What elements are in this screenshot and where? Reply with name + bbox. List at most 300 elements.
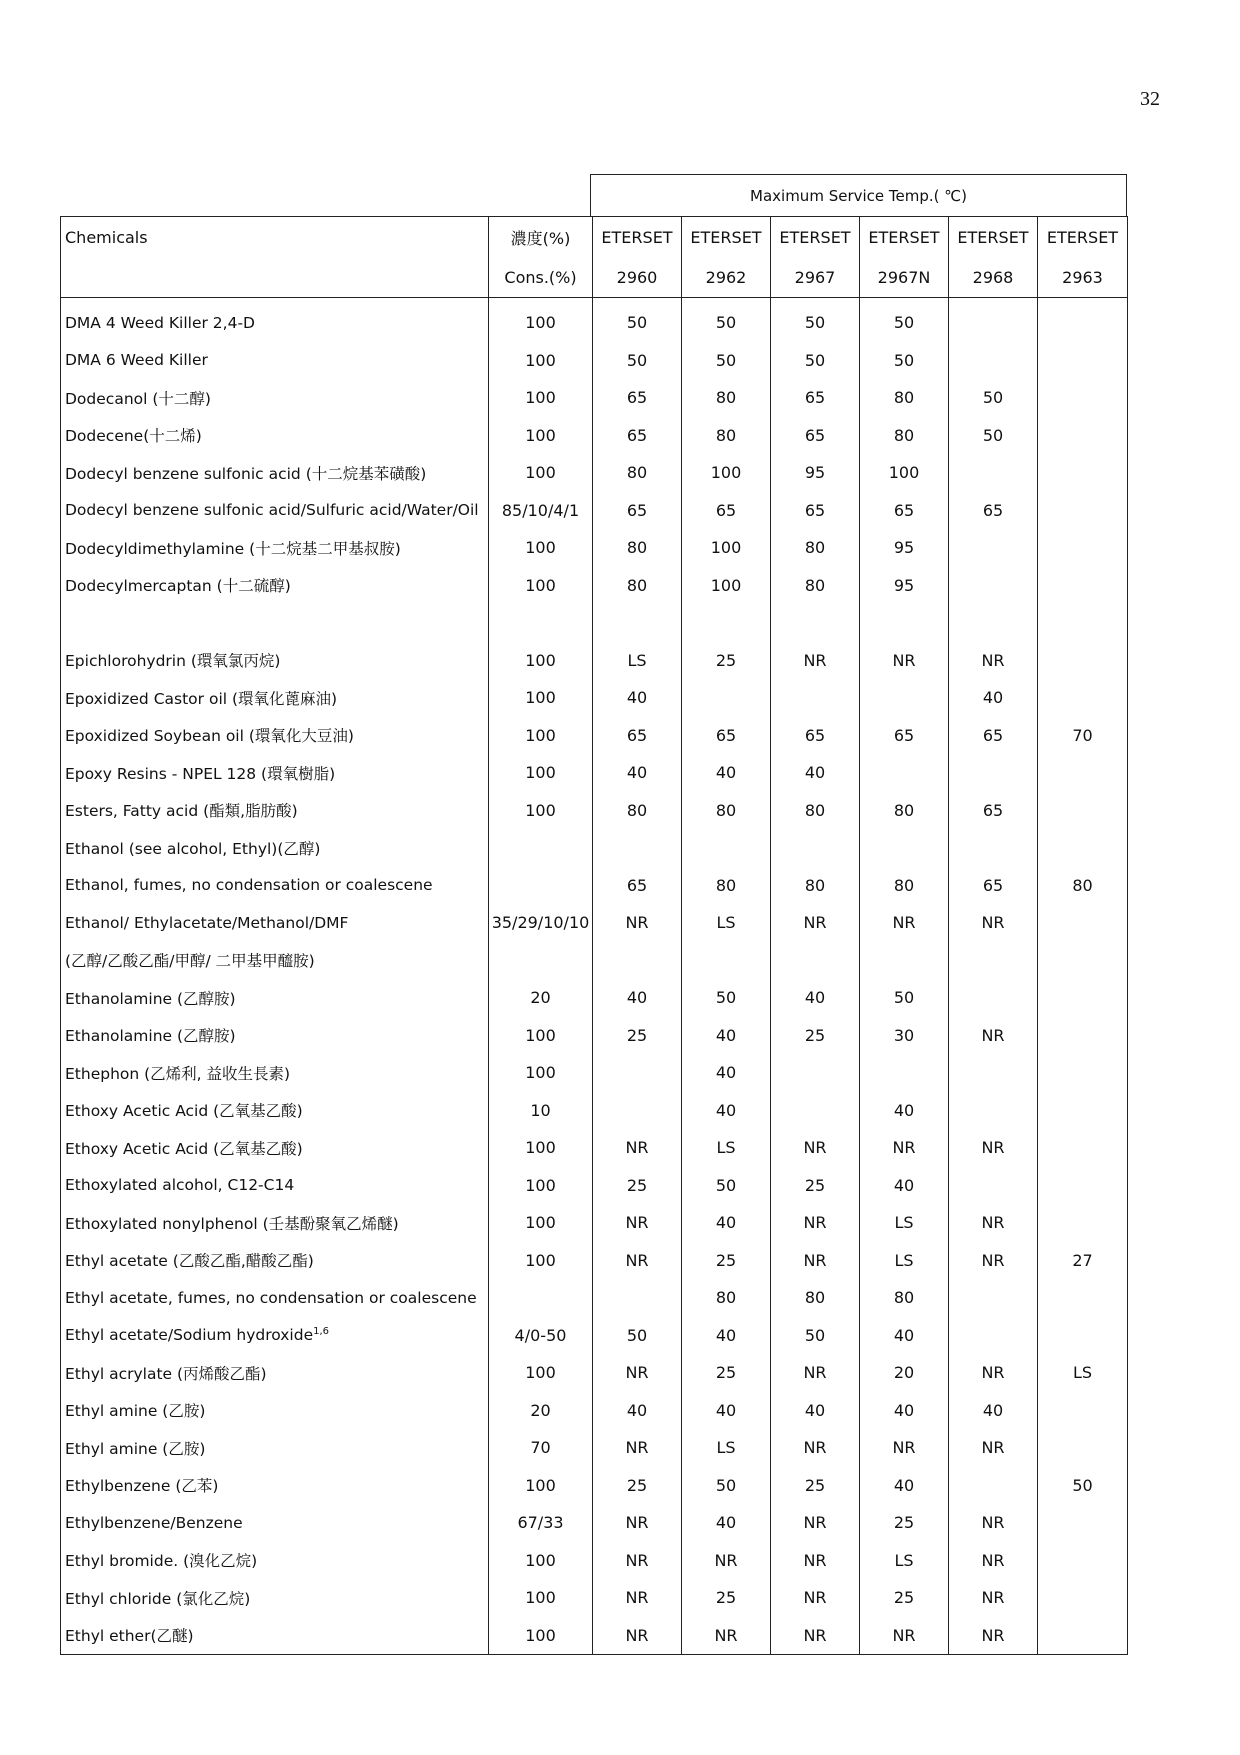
table-row xyxy=(61,1504,1128,1542)
temp-value: 65 xyxy=(949,867,1038,905)
table-row xyxy=(61,492,1128,530)
temp-value: 80 xyxy=(682,379,771,417)
temp-value: 80 xyxy=(860,1279,949,1317)
temp-value: NR xyxy=(593,904,682,942)
table-row xyxy=(61,529,1128,567)
chemical-name-text: Ethyl bromide. (溴化乙烷) xyxy=(65,1552,258,1571)
temp-value: 65 xyxy=(771,717,860,755)
temp-value: 25 xyxy=(860,1579,949,1617)
chemical-name-text: Ethylbenzene/Benzene xyxy=(65,1513,243,1532)
temp-value: 40 xyxy=(593,754,682,792)
concentration: 100 xyxy=(489,1542,593,1580)
concentration: 100 xyxy=(489,567,593,605)
temp-value: LS xyxy=(682,1129,771,1167)
temp-value: 80 xyxy=(593,529,682,567)
temp-value xyxy=(949,1167,1038,1205)
temp-value: NR xyxy=(593,1354,682,1392)
chemical-name-text: Ethanolamine (乙醇胺) xyxy=(65,989,236,1008)
temp-value: NR xyxy=(593,1579,682,1617)
table-row xyxy=(61,1129,1128,1167)
concentration: 67/33 xyxy=(489,1504,593,1542)
chemical-name xyxy=(61,979,489,1017)
temp-value: 25 xyxy=(682,642,771,680)
chemical-name xyxy=(61,1392,489,1430)
chemical-name-text: Ethyl ether(乙醚) xyxy=(65,1627,194,1646)
temp-value: 40 xyxy=(860,1167,949,1205)
chemical-name xyxy=(61,904,489,942)
temp-value xyxy=(771,942,860,980)
temp-value xyxy=(593,942,682,980)
temp-value: 65 xyxy=(771,492,860,530)
temp-value: 40 xyxy=(860,1092,949,1130)
temp-value xyxy=(1038,1279,1128,1317)
table-row xyxy=(61,829,1128,867)
concentration: 100 xyxy=(489,1354,593,1392)
chemical-name xyxy=(61,454,489,492)
temp-value xyxy=(949,298,1038,342)
chemical-name-text: Dodecene(十二烯) xyxy=(65,427,202,446)
temp-value: NR xyxy=(949,904,1038,942)
grade-number: 2967N xyxy=(860,257,949,298)
table-row xyxy=(61,1242,1128,1280)
chemical-name xyxy=(61,1617,489,1655)
temp-value xyxy=(1038,904,1128,942)
temp-value: 50 xyxy=(949,417,1038,455)
temp-value xyxy=(1038,829,1128,867)
grade-number: 2968 xyxy=(949,257,1038,298)
temp-value: 80 xyxy=(1038,867,1128,905)
concentration: 100 xyxy=(489,1167,593,1205)
temp-value: 40 xyxy=(949,1392,1038,1430)
table-row xyxy=(61,1392,1128,1430)
grade-brand: ETERSET xyxy=(1038,217,1128,258)
chemical-name-text: Ethyl acetate/Sodium hydroxide xyxy=(65,1326,314,1345)
table-row xyxy=(61,454,1128,492)
temp-value: 50 xyxy=(771,298,860,342)
temp-value: 50 xyxy=(860,342,949,380)
temp-value xyxy=(771,1054,860,1092)
chemical-name-text: Epichlorohydrin (環氧氯丙烷) xyxy=(65,652,281,671)
temp-value: 40 xyxy=(682,1092,771,1130)
chemical-name-text: Ethylbenzene (乙苯) xyxy=(65,1477,219,1496)
temp-value xyxy=(1038,529,1128,567)
concentration xyxy=(489,604,593,642)
temp-value: NR xyxy=(949,1129,1038,1167)
chemical-name-text: Dodecyl benzene sulfonic acid/Sulfuric acid/Water/Oil xyxy=(65,501,479,520)
temp-value: 25 xyxy=(593,1167,682,1205)
chemical-name-text: DMA 4 Weed Killer 2,4-D xyxy=(65,313,255,332)
temp-value: LS xyxy=(860,1542,949,1580)
chemical-name-text: Ethoxylated alcohol, C12-C14 xyxy=(65,1176,295,1195)
table-row xyxy=(61,1167,1128,1205)
temp-value: LS xyxy=(860,1204,949,1242)
chemical-name-text: Ethanol, fumes, no condensation or coalescene xyxy=(65,876,433,895)
temp-value: NR xyxy=(771,1617,860,1655)
chemical-name xyxy=(61,492,489,530)
chemical-name xyxy=(61,1542,489,1580)
table-row xyxy=(61,717,1128,755)
temp-value xyxy=(682,679,771,717)
footnote-ref: 1,6 xyxy=(313,1326,330,1338)
temp-value: 40 xyxy=(682,1204,771,1242)
chemical-name xyxy=(61,1054,489,1092)
chemical-name xyxy=(61,1092,489,1130)
temp-value: NR xyxy=(771,642,860,680)
table-row xyxy=(61,754,1128,792)
temp-value: 40 xyxy=(682,1504,771,1542)
temp-value: 65 xyxy=(949,717,1038,755)
temp-value: 20 xyxy=(860,1354,949,1392)
chemical-name xyxy=(61,1317,489,1355)
temp-value xyxy=(1038,1579,1128,1617)
concentration-header-zh: 濃度(%) xyxy=(489,217,593,258)
table-body xyxy=(61,298,1128,1655)
temp-value: NR xyxy=(682,1542,771,1580)
temp-value: 25 xyxy=(771,1017,860,1055)
concentration xyxy=(489,867,593,905)
temp-value xyxy=(1038,1542,1128,1580)
temp-value: 65 xyxy=(860,717,949,755)
temp-value: 80 xyxy=(860,867,949,905)
temp-value: 80 xyxy=(771,867,860,905)
temp-value: 100 xyxy=(682,529,771,567)
chemical-name xyxy=(61,867,489,905)
concentration: 100 xyxy=(489,1617,593,1655)
chemical-name xyxy=(61,792,489,830)
temp-value: NR xyxy=(949,1504,1038,1542)
temp-value: NR xyxy=(682,1617,771,1655)
chemical-name-text: Ethanolamine (乙醇胺) xyxy=(65,1027,236,1046)
temp-value: 100 xyxy=(860,454,949,492)
temp-value: 50 xyxy=(771,342,860,380)
temp-value xyxy=(860,679,949,717)
table-row xyxy=(61,1579,1128,1617)
chemical-name-text: Epoxidized Castor oil (環氧化蓖麻油) xyxy=(65,689,338,708)
chemical-name xyxy=(61,1204,489,1242)
temp-value xyxy=(1038,417,1128,455)
chemical-name xyxy=(61,567,489,605)
temp-value xyxy=(1038,454,1128,492)
temp-value xyxy=(949,942,1038,980)
table-row xyxy=(61,1354,1128,1392)
grade-number: 2967 xyxy=(771,257,860,298)
temp-value: NR xyxy=(860,1429,949,1467)
chemical-name-text: Ethanol (see alcohol, Ethyl)(乙醇) xyxy=(65,839,321,858)
chemical-name xyxy=(61,1579,489,1617)
chemical-resistance-table xyxy=(60,216,1128,1655)
chemical-name-text: Ethyl acrylate (丙烯酸乙酯) xyxy=(65,1364,267,1383)
concentration: 20 xyxy=(489,1392,593,1430)
temp-value: NR xyxy=(949,1354,1038,1392)
chemical-name-text: Ethyl acetate, fumes, no condensation or coalescene xyxy=(65,1288,477,1307)
temp-value: 65 xyxy=(771,379,860,417)
temp-value: NR xyxy=(771,1542,860,1580)
temp-value: 50 xyxy=(771,1317,860,1355)
temp-value xyxy=(1038,942,1128,980)
grade-brand: ETERSET xyxy=(682,217,771,258)
temp-value xyxy=(1038,492,1128,530)
temp-value: NR xyxy=(949,642,1038,680)
concentration: 100 xyxy=(489,679,593,717)
grade-number: 2962 xyxy=(682,257,771,298)
table-row xyxy=(61,942,1128,980)
chemical-name-text: Ethoxy Acetic Acid (乙氧基乙酸) xyxy=(65,1139,303,1158)
chemical-name xyxy=(61,298,489,342)
concentration: 20 xyxy=(489,979,593,1017)
temp-value xyxy=(682,942,771,980)
temp-value xyxy=(949,342,1038,380)
concentration: 100 xyxy=(489,1204,593,1242)
temp-value xyxy=(1038,1392,1128,1430)
concentration: 100 xyxy=(489,342,593,380)
table-row xyxy=(61,792,1128,830)
temp-value: 25 xyxy=(860,1504,949,1542)
temp-value: NR xyxy=(860,904,949,942)
temp-value: NR xyxy=(771,1429,860,1467)
chemical-name xyxy=(61,417,489,455)
temp-value: 65 xyxy=(682,717,771,755)
temp-value: 80 xyxy=(682,792,771,830)
temp-value xyxy=(1038,754,1128,792)
temp-value xyxy=(860,1054,949,1092)
concentration: 100 xyxy=(489,642,593,680)
chemical-name xyxy=(61,1354,489,1392)
chemical-name-text: Ethyl amine (乙胺) xyxy=(65,1402,206,1421)
table-row xyxy=(61,642,1128,680)
temp-value: NR xyxy=(949,1579,1038,1617)
temp-value: 80 xyxy=(771,1279,860,1317)
temp-value xyxy=(1038,567,1128,605)
chemical-name-text: Ethanol/ Ethylacetate/Methanol/DMF xyxy=(65,913,349,932)
temp-value: 80 xyxy=(593,454,682,492)
temp-value: 65 xyxy=(593,379,682,417)
temp-value: 40 xyxy=(860,1317,949,1355)
grade-brand: ETERSET xyxy=(771,217,860,258)
temp-value xyxy=(949,754,1038,792)
temp-value: 65 xyxy=(949,492,1038,530)
chemical-name-text: Ethyl acetate (乙酸乙酯,醋酸乙酯) xyxy=(65,1252,314,1271)
temp-value: 50 xyxy=(682,1467,771,1505)
temp-value xyxy=(682,829,771,867)
temp-value xyxy=(593,604,682,642)
temp-value: LS xyxy=(682,904,771,942)
chemical-name xyxy=(61,717,489,755)
chemical-name-text: Dodecanol (十二醇) xyxy=(65,389,211,408)
temp-value: 25 xyxy=(593,1467,682,1505)
concentration: 85/10/4/1 xyxy=(489,492,593,530)
table-row xyxy=(61,979,1128,1017)
temp-value xyxy=(1038,1017,1128,1055)
chemical-name-text: Epoxidized Soybean oil (環氧化大豆油) xyxy=(65,727,354,746)
temp-value: NR xyxy=(771,1579,860,1617)
temp-value: 80 xyxy=(682,867,771,905)
temp-value: 50 xyxy=(860,298,949,342)
temp-value: 40 xyxy=(771,1392,860,1430)
temp-value: NR xyxy=(949,1617,1038,1655)
chemical-name-text: Dodecylmercaptan (十二硫醇) xyxy=(65,577,291,596)
temp-value: 65 xyxy=(771,417,860,455)
temp-value: 40 xyxy=(593,1392,682,1430)
temp-value: 95 xyxy=(860,529,949,567)
temp-value: 27 xyxy=(1038,1242,1128,1280)
chemical-name xyxy=(61,642,489,680)
table-row xyxy=(61,1317,1128,1355)
temp-value xyxy=(1038,679,1128,717)
grade-number: 2963 xyxy=(1038,257,1128,298)
chemical-name xyxy=(61,1467,489,1505)
chemical-name xyxy=(61,829,489,867)
temp-value xyxy=(860,942,949,980)
chemical-name-text: Dodecyl benzene sulfonic acid (十二烷基苯磺酸) xyxy=(65,464,427,483)
temp-value xyxy=(949,979,1038,1017)
temp-value xyxy=(593,829,682,867)
concentration: 70 xyxy=(489,1429,593,1467)
concentration: 100 xyxy=(489,417,593,455)
table-row xyxy=(61,1617,1128,1655)
chemical-name-text: Ethyl amine (乙胺) xyxy=(65,1439,206,1458)
chemical-name xyxy=(61,342,489,380)
temp-value xyxy=(949,529,1038,567)
temp-value: LS xyxy=(1038,1354,1128,1392)
temp-value xyxy=(771,1092,860,1130)
temp-value: 50 xyxy=(682,298,771,342)
concentration: 4/0-50 xyxy=(489,1317,593,1355)
temp-value xyxy=(1038,1092,1128,1130)
table-row xyxy=(61,342,1128,380)
temp-value xyxy=(949,1317,1038,1355)
temp-value xyxy=(949,1279,1038,1317)
temp-value: 40 xyxy=(771,754,860,792)
temp-value: 65 xyxy=(593,867,682,905)
temp-value: 80 xyxy=(682,417,771,455)
temp-value xyxy=(949,1092,1038,1130)
concentration: 100 xyxy=(489,1129,593,1167)
concentration: 100 xyxy=(489,1017,593,1055)
chemical-name-text: Esters, Fatty acid (酯類,脂肪酸) xyxy=(65,802,298,821)
temp-value: 40 xyxy=(682,1054,771,1092)
chemicals-header-blank xyxy=(61,257,489,298)
chemical-name xyxy=(61,1167,489,1205)
temp-value: NR xyxy=(593,1129,682,1167)
temp-value xyxy=(949,567,1038,605)
temp-value xyxy=(1038,1129,1128,1167)
temp-value: NR xyxy=(593,1429,682,1467)
temp-value xyxy=(949,1467,1038,1505)
concentration: 100 xyxy=(489,454,593,492)
temp-value: 40 xyxy=(682,1392,771,1430)
temp-value xyxy=(771,679,860,717)
chemical-name-text: Dodecyldimethylamine (十二烷基二甲基叔胺) xyxy=(65,539,401,558)
temp-value: 30 xyxy=(860,1017,949,1055)
table-row xyxy=(61,567,1128,605)
temp-value xyxy=(1038,1167,1128,1205)
temp-value xyxy=(1038,1617,1128,1655)
table-row xyxy=(61,379,1128,417)
temp-value: NR xyxy=(593,1617,682,1655)
concentration: 100 xyxy=(489,754,593,792)
table-row xyxy=(61,679,1128,717)
temp-value xyxy=(949,604,1038,642)
chemical-name-text: Ethephon (乙烯利, 益收生長素) xyxy=(65,1064,291,1083)
temp-value xyxy=(593,1054,682,1092)
temp-value: 50 xyxy=(593,298,682,342)
concentration: 100 xyxy=(489,717,593,755)
chemical-name-text: Epoxy Resins - NPEL 128 (環氧樹脂) xyxy=(65,764,336,783)
table-row xyxy=(61,1542,1128,1580)
temp-value: 65 xyxy=(593,492,682,530)
chemical-name xyxy=(61,1129,489,1167)
temp-value: 80 xyxy=(860,379,949,417)
temp-value: NR xyxy=(949,1542,1038,1580)
temp-value xyxy=(1038,298,1128,342)
temp-value: 25 xyxy=(771,1467,860,1505)
temp-value: 65 xyxy=(593,417,682,455)
concentration: 100 xyxy=(489,1242,593,1280)
temp-value xyxy=(771,829,860,867)
grade-number: 2960 xyxy=(593,257,682,298)
temp-value xyxy=(1038,1204,1128,1242)
temp-value: 95 xyxy=(771,454,860,492)
temp-value xyxy=(1038,979,1128,1017)
temp-value xyxy=(1038,1504,1128,1542)
table-row xyxy=(61,417,1128,455)
temp-value: NR xyxy=(949,1204,1038,1242)
temp-value: 80 xyxy=(860,792,949,830)
temp-value: 65 xyxy=(949,792,1038,830)
temp-value: 80 xyxy=(682,1279,771,1317)
concentration: 100 xyxy=(489,529,593,567)
temp-value: NR xyxy=(771,1504,860,1542)
temp-value: 80 xyxy=(771,529,860,567)
temp-value: LS xyxy=(682,1429,771,1467)
temp-value: LS xyxy=(860,1242,949,1280)
grade-brand: ETERSET xyxy=(593,217,682,258)
temp-value xyxy=(860,829,949,867)
temp-value: 40 xyxy=(949,679,1038,717)
chemical-name-text: DMA 6 Weed Killer xyxy=(65,351,208,370)
concentration: 100 xyxy=(489,1054,593,1092)
temp-value: NR xyxy=(771,1204,860,1242)
chemical-name xyxy=(61,1279,489,1317)
chemical-name xyxy=(61,1017,489,1055)
temp-value xyxy=(949,454,1038,492)
concentration: 100 xyxy=(489,1467,593,1505)
temp-value: 25 xyxy=(593,1017,682,1055)
concentration: 100 xyxy=(489,379,593,417)
temp-value: NR xyxy=(860,642,949,680)
temp-value: NR xyxy=(771,1354,860,1392)
temp-value: 40 xyxy=(682,1317,771,1355)
temp-value: 70 xyxy=(1038,717,1128,755)
temp-value: NR xyxy=(771,904,860,942)
temp-value: 50 xyxy=(682,342,771,380)
temp-value xyxy=(1038,1054,1128,1092)
chemical-name-text: Ethoxy Acetic Acid (乙氧基乙酸) xyxy=(65,1102,303,1121)
temp-value: NR xyxy=(949,1242,1038,1280)
concentration xyxy=(489,942,593,980)
table-row xyxy=(61,1279,1128,1317)
temp-value: NR xyxy=(771,1129,860,1167)
temp-value: 40 xyxy=(771,979,860,1017)
temp-value xyxy=(1038,1429,1128,1467)
temp-value: NR xyxy=(949,1017,1038,1055)
concentration-header-en: Cons.(%) xyxy=(489,257,593,298)
temp-value: 100 xyxy=(682,454,771,492)
chemical-name xyxy=(61,754,489,792)
concentration: 100 xyxy=(489,792,593,830)
temp-value xyxy=(1038,379,1128,417)
temp-value: 50 xyxy=(860,979,949,1017)
